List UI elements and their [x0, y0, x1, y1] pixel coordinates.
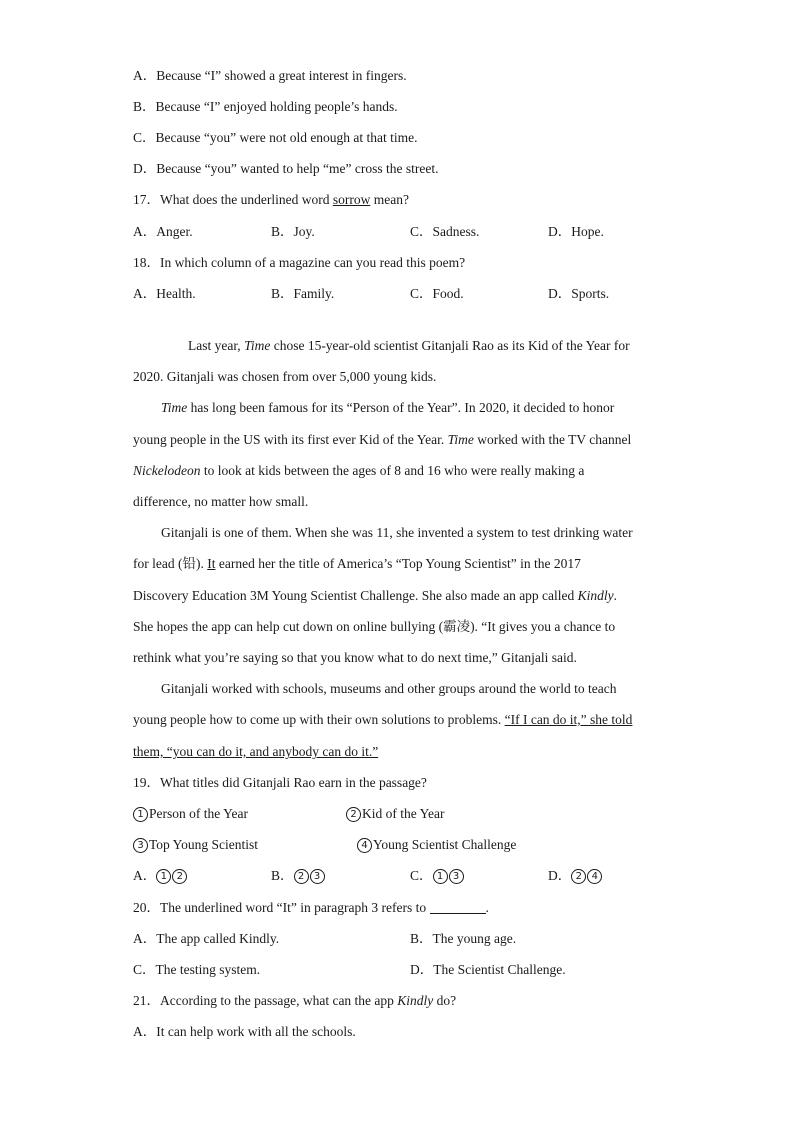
circled-number-4: 4 [357, 838, 372, 853]
passage-p3-line3: Discovery Education 3M Young Scientist Challenge. She also made an app called Kindly. [133, 588, 618, 603]
passage-p4-line1: Gitanjali worked with schools, museums and other groups around the world to teach [161, 681, 617, 696]
q16-option-c: C．Because “you” were not old enough at that time. [133, 130, 418, 145]
answer-blank [430, 900, 486, 914]
circled-number-3: 3 [133, 838, 148, 853]
q16-option-d: D．Because “you” wanted to help “me” cross the street. [133, 161, 439, 176]
underlined-word-it: It [207, 556, 216, 571]
q18-option-b: B．Family. [271, 286, 335, 301]
q19-stem: 19．What titles did Gitanjali Rao earn in the passage? [133, 775, 427, 790]
q18-option-a: A．Health. [133, 286, 196, 301]
q16-option-a: A．Because “I” showed a great interest in fingers. [133, 68, 407, 83]
passage-p3-line1: Gitanjali is one of them. When she was 11, she invented a system to test drinking water [161, 525, 633, 540]
underlined-quote-part2: them, “you can do it, and anybody can do it.” [133, 744, 379, 759]
passage-p4-line2: young people how to come up with their own solutions to problems. “If I can do it,” she told [133, 712, 633, 727]
q17-option-c: C．Sadness. [410, 224, 480, 239]
circled-number-2: 2 [346, 807, 361, 822]
q21-option-a: A．It can help work with all the schools. [133, 1024, 356, 1039]
passage-p3-line2: for lead (铅). It earned her the title of America’s “Top Young Scientist” in the 2017 [133, 556, 581, 571]
q18-option-c: C．Food. [410, 286, 464, 301]
q20-option-d: D．The Scientist Challenge. [410, 962, 566, 977]
q16-option-b: B．Because “I” enjoyed holding people’s hands. [133, 99, 398, 114]
q18-option-d: D．Sports. [548, 286, 610, 301]
passage-p2-line3: Nickelodeon to look at kids between the ages of 8 and 16 who were really making a [133, 463, 585, 478]
circled-number-1: 1 [133, 807, 148, 822]
q19-item-3: 3 Top Young Scientist [133, 836, 258, 854]
q17-option-b: B．Joy. [271, 224, 315, 239]
q20-stem: 20．The underlined word “It” in paragraph 3 refers to . [133, 900, 489, 915]
q17-option-a: A．Anger. [133, 224, 193, 239]
q19-option-a: A． 1 2 [133, 867, 188, 885]
passage-p2-line4: difference, no matter how small. [133, 494, 309, 509]
q19-item-2: 2 Kid of the Year [346, 805, 445, 823]
q19-option-d: D． 2 4 [548, 867, 603, 885]
underlined-quote-part1: “If I can do it,” she told [504, 712, 633, 727]
q21-stem: 21．According to the passage, what can the app Kindly do? [133, 993, 457, 1008]
passage-p4-line3 [133, 743, 714, 761]
passage-p1-line2: 2020. Gitanjali was chosen from over 5,000 young kids. [133, 369, 437, 384]
q17-stem: 17．What does the underlined word sorrow mean? [133, 192, 409, 207]
q19-item-4: 4 Young Scientist Challenge [357, 836, 516, 854]
passage-p1-line1: Last year, Time chose 15-year-old scientist Gitanjali Rao as its Kid of the Year for [188, 338, 630, 353]
q17-option-d: D．Hope. [548, 224, 604, 239]
q20-option-a: A．The app called Kindly. [133, 931, 280, 946]
q19-item-1: 1 Person of the Year [133, 805, 248, 823]
q19-option-b: B． 2 3 [271, 867, 326, 885]
passage-p2-line1: Time has long been famous for its “Person of the Year”. In 2020, it decided to honor [161, 400, 615, 415]
q18-stem: 18．In which column of a magazine can you read this poem? [133, 255, 466, 270]
q19-option-c: C． 1 3 [410, 867, 465, 885]
q20-option-c: C．The testing system. [133, 962, 261, 977]
passage-p3-line4: She hopes the app can help cut down on online bullying (霸凌). “It gives you a chance to [133, 619, 616, 634]
passage-p3-line5: rethink what you’re saying so that you know what to do next time,” Gitanjali said. [133, 650, 577, 665]
passage-p2-line2: young people in the US with its first ever Kid of the Year. Time worked with the TV channel [133, 432, 632, 447]
underlined-word-sorrow: sorrow [332, 192, 371, 207]
q20-option-b: B．The young age. [410, 931, 517, 946]
